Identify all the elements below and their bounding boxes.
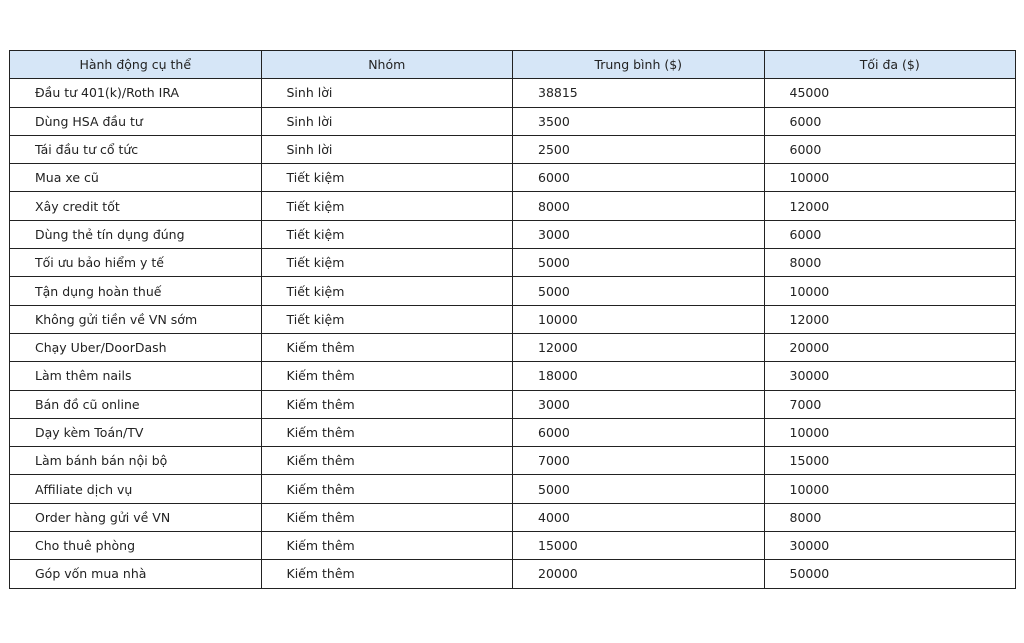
cell-max: 30000 — [764, 362, 1016, 390]
cell-group: Sinh lời — [261, 79, 513, 107]
table-row — [10, 164, 1016, 192]
cell-action: Tối ưu bảo hiểm y tế — [10, 249, 262, 277]
cell-average: 2500 — [513, 135, 765, 163]
table-row — [10, 107, 1016, 135]
cell-group: Tiết kiệm — [261, 249, 513, 277]
cell-average: 18000 — [513, 362, 765, 390]
table-row — [10, 135, 1016, 163]
cell-action: Tận dụng hoàn thuế — [10, 277, 262, 305]
table-row — [10, 362, 1016, 390]
cell-average: 6000 — [513, 164, 765, 192]
cell-action: Dạy kèm Toán/TV — [10, 418, 262, 446]
cell-max: 15000 — [764, 447, 1016, 475]
cell-average: 5000 — [513, 277, 765, 305]
cell-group: Kiếm thêm — [261, 362, 513, 390]
table-row — [10, 277, 1016, 305]
header-row — [10, 51, 1016, 79]
cell-group: Kiếm thêm — [261, 333, 513, 361]
cell-max: 6000 — [764, 107, 1016, 135]
cell-average: 3000 — [513, 220, 765, 248]
column-header-action: Hành động cụ thể — [10, 51, 262, 79]
cell-action: Affiliate dịch vụ — [10, 475, 262, 503]
cell-average: 38815 — [513, 79, 765, 107]
cell-group: Kiếm thêm — [261, 418, 513, 446]
table-row — [10, 560, 1016, 588]
cell-action: Dùng thẻ tín dụng đúng — [10, 220, 262, 248]
cell-max: 50000 — [764, 560, 1016, 588]
cell-max: 10000 — [764, 277, 1016, 305]
table-row — [10, 333, 1016, 361]
cell-group: Kiếm thêm — [261, 447, 513, 475]
table-row — [10, 220, 1016, 248]
cell-average: 12000 — [513, 333, 765, 361]
cell-max: 6000 — [764, 135, 1016, 163]
cell-action: Xây credit tốt — [10, 192, 262, 220]
cell-average: 5000 — [513, 249, 765, 277]
cell-average: 15000 — [513, 532, 765, 560]
table-body — [10, 79, 1016, 588]
cell-action: Order hàng gửi về VN — [10, 503, 262, 531]
column-header-group: Nhóm — [261, 51, 513, 79]
cell-group: Tiết kiệm — [261, 277, 513, 305]
cell-group: Kiếm thêm — [261, 532, 513, 560]
cell-group: Tiết kiệm — [261, 192, 513, 220]
cell-average: 3000 — [513, 390, 765, 418]
cell-group: Kiếm thêm — [261, 503, 513, 531]
cell-action: Chạy Uber/DoorDash — [10, 333, 262, 361]
cell-max: 8000 — [764, 503, 1016, 531]
cell-group: Sinh lời — [261, 107, 513, 135]
cell-average: 5000 — [513, 475, 765, 503]
cell-group: Tiết kiệm — [261, 305, 513, 333]
cell-max: 20000 — [764, 333, 1016, 361]
table-row — [10, 79, 1016, 107]
cell-group: Sinh lời — [261, 135, 513, 163]
cell-max: 10000 — [764, 475, 1016, 503]
cell-action: Làm bánh bán nội bộ — [10, 447, 262, 475]
cell-group: Kiếm thêm — [261, 560, 513, 588]
column-header-max: Tối đa ($) — [764, 51, 1016, 79]
cell-action: Tái đầu tư cổ tức — [10, 135, 262, 163]
cell-action: Bán đồ cũ online — [10, 390, 262, 418]
cell-average: 3500 — [513, 107, 765, 135]
cell-action: Cho thuê phòng — [10, 532, 262, 560]
table-row — [10, 249, 1016, 277]
cell-max: 8000 — [764, 249, 1016, 277]
cell-max: 12000 — [764, 192, 1016, 220]
cell-action: Đầu tư 401(k)/Roth IRA — [10, 79, 262, 107]
table-row — [10, 475, 1016, 503]
cell-max: 30000 — [764, 532, 1016, 560]
cell-max: 6000 — [764, 220, 1016, 248]
table-row — [10, 447, 1016, 475]
cell-group: Kiếm thêm — [261, 390, 513, 418]
cell-average: 8000 — [513, 192, 765, 220]
cell-average: 20000 — [513, 560, 765, 588]
table-row — [10, 192, 1016, 220]
cell-average: 4000 — [513, 503, 765, 531]
cell-action: Không gửi tiền về VN sớm — [10, 305, 262, 333]
table-row — [10, 305, 1016, 333]
cell-max: 12000 — [764, 305, 1016, 333]
cell-group: Kiếm thêm — [261, 475, 513, 503]
cell-action: Mua xe cũ — [10, 164, 262, 192]
data-table — [9, 50, 1016, 589]
cell-action: Làm thêm nails — [10, 362, 262, 390]
cell-group: Tiết kiệm — [261, 220, 513, 248]
table-row — [10, 532, 1016, 560]
table-row — [10, 503, 1016, 531]
table-row — [10, 418, 1016, 446]
table-row — [10, 390, 1016, 418]
cell-action: Góp vốn mua nhà — [10, 560, 262, 588]
cell-max: 10000 — [764, 164, 1016, 192]
cell-average: 7000 — [513, 447, 765, 475]
cell-max: 7000 — [764, 390, 1016, 418]
cell-group: Tiết kiệm — [261, 164, 513, 192]
cell-max: 10000 — [764, 418, 1016, 446]
cell-average: 6000 — [513, 418, 765, 446]
cell-max: 45000 — [764, 79, 1016, 107]
cell-average: 10000 — [513, 305, 765, 333]
cell-action: Dùng HSA đầu tư — [10, 107, 262, 135]
column-header-average: Trung bình ($) — [513, 51, 765, 79]
